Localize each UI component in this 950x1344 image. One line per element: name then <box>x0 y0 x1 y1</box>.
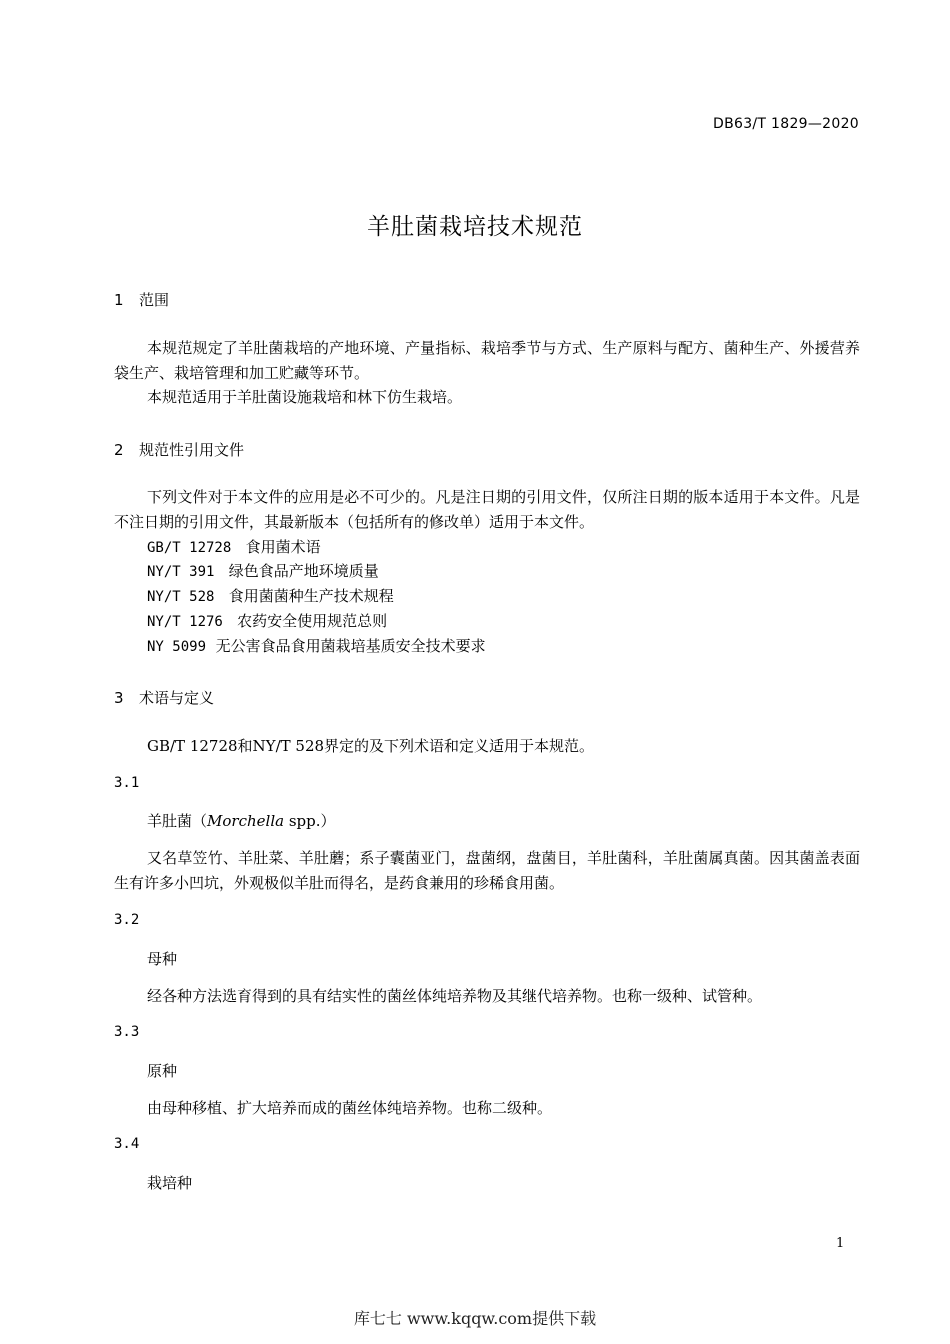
scope-paragraph-1: 本规范规定了羊肚菌栽培的产地环境、产量指标、栽培季节与方式、生产原料与配方、菌种生产、外援营养袋生产、栽培管理和加工贮藏等环节。 <box>114 339 860 382</box>
reference-code: GB/T 12728 <box>147 540 232 556</box>
scope-paragraph-2: 本规范适用于羊肚菌设施栽培和林下仿生栽培。 <box>147 388 463 406</box>
reference-item <box>147 634 486 659</box>
reference-code: NY/T 528 <box>147 589 215 605</box>
reference-title: 农药安全使用规范总则 <box>237 612 388 630</box>
section-2-heading <box>114 439 244 460</box>
reference-code: NY 5099 <box>147 639 207 655</box>
references-paragraph: 下列文件对于本文件的应用是必不可少的。凡是注日期的引用文件，仅所注日期的版本适用于本文件。凡是不注日期的引用文件，其最新版本（包括所有的修改单）适用于本文件。 <box>114 488 860 531</box>
section-3-heading <box>114 687 214 708</box>
reference-item <box>147 584 394 609</box>
term-title: 母种 <box>147 950 178 968</box>
subsection-number: 3.2 <box>114 912 140 928</box>
reference-title: 食用菌术语 <box>245 538 321 556</box>
term-definition: 由母种移植、扩大培养而成的菌丝体纯培养物。也称二级种。 <box>147 1099 553 1117</box>
reference-title: 食用菌菌种生产技术规程 <box>228 587 394 605</box>
section-3-title: 术语与定义 <box>139 689 215 707</box>
term-name: 羊肚菌 <box>147 812 193 830</box>
reference-title: 绿色食品产地环境质量 <box>228 562 379 580</box>
reference-item <box>147 535 321 560</box>
term-latin-genus: Morchella <box>207 812 285 830</box>
reference-item <box>147 609 387 634</box>
section-1-title: 范围 <box>139 291 170 309</box>
reference-title: 无公害食品食用菌栽培基质安全技术要求 <box>215 637 486 655</box>
term-definition: 经各种方法选育得到的具有结实性的菌丝体纯培养物及其继代培养物。也称一级种、试管种。 <box>147 987 763 1005</box>
subsection-number: 3.3 <box>114 1024 140 1040</box>
section-2-title: 规范性引用文件 <box>139 441 245 459</box>
section-1-heading <box>114 289 169 310</box>
page-number: 1 <box>836 1236 845 1251</box>
reference-code: NY/T 1276 <box>147 614 223 630</box>
section-2-number: 2 <box>114 441 124 459</box>
terms-intro: GB/T 12728和NY/T 528界定的及下列术语和定义适用于本规范。 <box>147 737 595 755</box>
subsection-number: 3.1 <box>114 775 140 791</box>
term-latin-suffix: spp. <box>288 812 321 830</box>
footer-watermark: 库七七 www.kqqw.com提供下载 <box>353 1309 597 1328</box>
term-title: 原种 <box>147 1062 178 1080</box>
section-3-number: 3 <box>114 689 124 707</box>
term-title: 羊肚菌（Morchella spp.） <box>147 812 336 830</box>
standard-code: DB63/T 1829—2020 <box>713 116 859 132</box>
term-definition: 又名草笠竹、羊肚菜、羊肚蘑；系子囊菌亚门，盘菌纲，盘菌目，羊肚菌科，羊肚菌属真菌。因其菌盖表面生有许多小凹坑，外观极似羊肚而得名，是药食兼用的珍稀食用菌。 <box>114 849 860 892</box>
subsection-number: 3.4 <box>114 1136 140 1152</box>
section-1-number: 1 <box>114 291 124 309</box>
reference-item <box>147 559 379 584</box>
document-title: 羊肚菌栽培技术规范 <box>367 214 583 240</box>
term-title: 栽培种 <box>147 1174 193 1192</box>
reference-code: NY/T 391 <box>147 564 215 580</box>
